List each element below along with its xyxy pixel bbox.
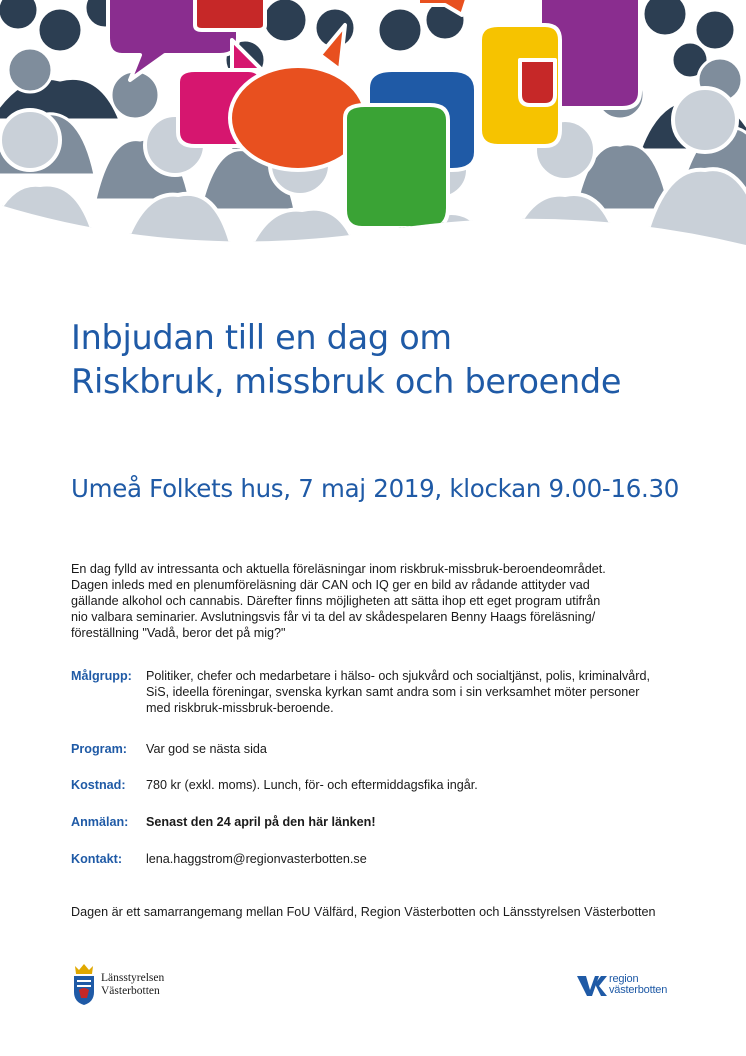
program-label: Program:	[71, 742, 127, 756]
contact-email[interactable]: lena.haggstrom@regionvasterbotten.se	[146, 852, 367, 866]
signup-label: Anmälan:	[71, 815, 129, 829]
region-logo-line: region	[609, 973, 639, 985]
title-line-2: Riskbruk, missbruk och beroende	[71, 362, 622, 401]
intro-line: föreställning "Vadå, beror det på mig?"	[71, 626, 286, 640]
event-details	[71, 668, 711, 867]
detail-program	[71, 741, 711, 757]
signup-link[interactable]: Senast den 24 april på den här länken!	[146, 815, 376, 829]
region-vasterbotten-logo	[577, 974, 687, 1004]
target-line: SiS, ideella föreningar, svenska kyrkan samt andra som i sin verksamhet möter personer	[146, 685, 640, 699]
program-value: Var god se nästa sida	[146, 742, 267, 756]
region-logo-line: västerbotten	[609, 984, 668, 996]
target-line: med riskbruk-missbruk-beroende.	[146, 701, 334, 715]
coat-of-arms-icon	[71, 962, 97, 1006]
target-line: Politiker, chefer och medarbetare i hälso- och sjukvård och socialtjänst, polis, kriminalvård,	[146, 669, 650, 683]
event-location-date: Umeå Folkets hus, 7 maj 2019, klockan 9.00-16.30	[71, 474, 680, 503]
cost-label: Kostnad:	[71, 778, 126, 792]
page-title	[71, 316, 731, 404]
detail-target-group	[71, 668, 711, 722]
target-group-value	[146, 668, 711, 716]
contact-label: Kontakt:	[71, 852, 123, 866]
collaboration-note: Dagen är ett samarrangemang mellan FoU Välfärd, Region Västerbotten och Länsstyrelsen Västerbotten	[71, 905, 656, 919]
lansstyrelsen-logo-text	[101, 972, 164, 998]
detail-cost	[71, 777, 711, 793]
intro-line: Dagen inleds med en plenumföreläsning där CAN och IQ ger en bild av rådande attityder vad	[71, 578, 590, 592]
header-illustration-crowd-speech-bubbles	[0, 0, 746, 250]
detail-contact	[71, 851, 711, 867]
lansstyrelsen-logo	[71, 962, 201, 1006]
intro-line: En dag fylld av intressanta och aktuella föreläsningar inom riskbruk-missbruk-beroendeområdet.	[71, 562, 606, 576]
lansstyrelsen-logo-line: Länsstyrelsen	[101, 972, 165, 984]
detail-signup	[71, 814, 711, 830]
target-group-label: Målgrupp:	[71, 669, 132, 683]
cost-value: 780 kr (exkl. moms). Lunch, för- och eftermiddagsfika ingår.	[146, 778, 478, 792]
intro-line: nio valbara seminarier. Avslutningsvis får vi ta del av skådespelaren Benny Haags föreläsning/	[71, 610, 596, 624]
title-line-1: Inbjudan till en dag om	[71, 318, 452, 357]
lansstyrelsen-logo-line: Västerbotten	[101, 985, 160, 997]
region-vasterbotten-mark-icon	[577, 974, 607, 998]
region-vasterbotten-logo-text	[609, 974, 667, 996]
intro-paragraph	[71, 561, 681, 641]
intro-line: gällande alkohol och cannabis. Därefter finns möjligheten att sätta ihop ett eget program utifrån	[71, 594, 601, 608]
